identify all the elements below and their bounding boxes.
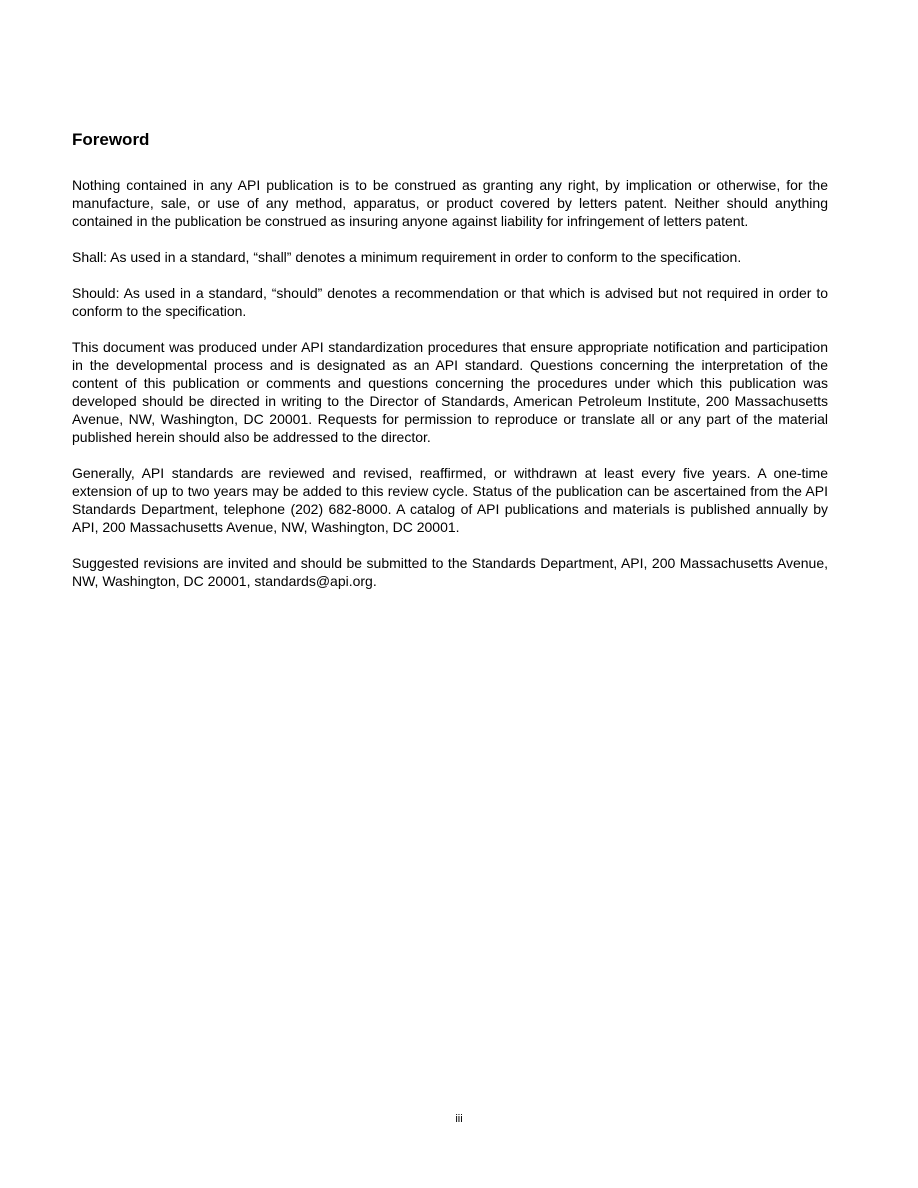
paragraph-shall-definition: Shall: As used in a standard, “shall” denotes a minimum requirement in order to conform to the specification.: [72, 249, 742, 265]
paragraph-suggested-revisions: Suggested revisions are invited and should be submitted to the Standards Department, API, 200 Massachusetts Avenue, NW, Washington, DC 20001, standards@api.org.: [72, 555, 828, 589]
paragraph-standardization-procedures: This document was produced under API standardization procedures that ensure appropriate notification and participation in the developmental process and is designated as an API standard. Questions concerning the interpretation of the content of this publication or comments and questions concerning the procedures under which this publication was developed should be directed in writing to the Director of Standards, American Petroleum Institute, 200 Massachusetts Avenue, NW, Washington, DC 20001. Requests for permission to reproduce or translate all or any part of the material published herein should also be addressed to the director.: [72, 339, 828, 445]
foreword-section: [72, 128, 828, 608]
paragraph-should-definition: Should: As used in a standard, “should” denotes a recommendation or that which is advised but not required in order to conform to the specification.: [72, 285, 828, 319]
paragraph-patent-disclaimer: Nothing contained in any API publication is to be construed as granting any right, by implication or otherwise, for the manufacture, sale, or use of any method, apparatus, or product covered by letters patent. Neither should anything contained in the publication be construed as insuring anyone against liability for infringement of letters patent.: [72, 177, 828, 229]
paragraph-review-cycle: Generally, API standards are reviewed and revised, reaffirmed, or withdrawn at least every five years. A one-time extension of up to two years may be added to this review cycle. Status of the publication can be ascertained from the API Standards Department, telephone (202) 682-8000. A catalog of API publications and materials is published annually by API, 200 Massachusetts Avenue, NW, Washington, DC 20001.: [72, 465, 828, 535]
page-number: iii: [455, 1113, 463, 1125]
section-heading: Foreword: [72, 130, 150, 149]
